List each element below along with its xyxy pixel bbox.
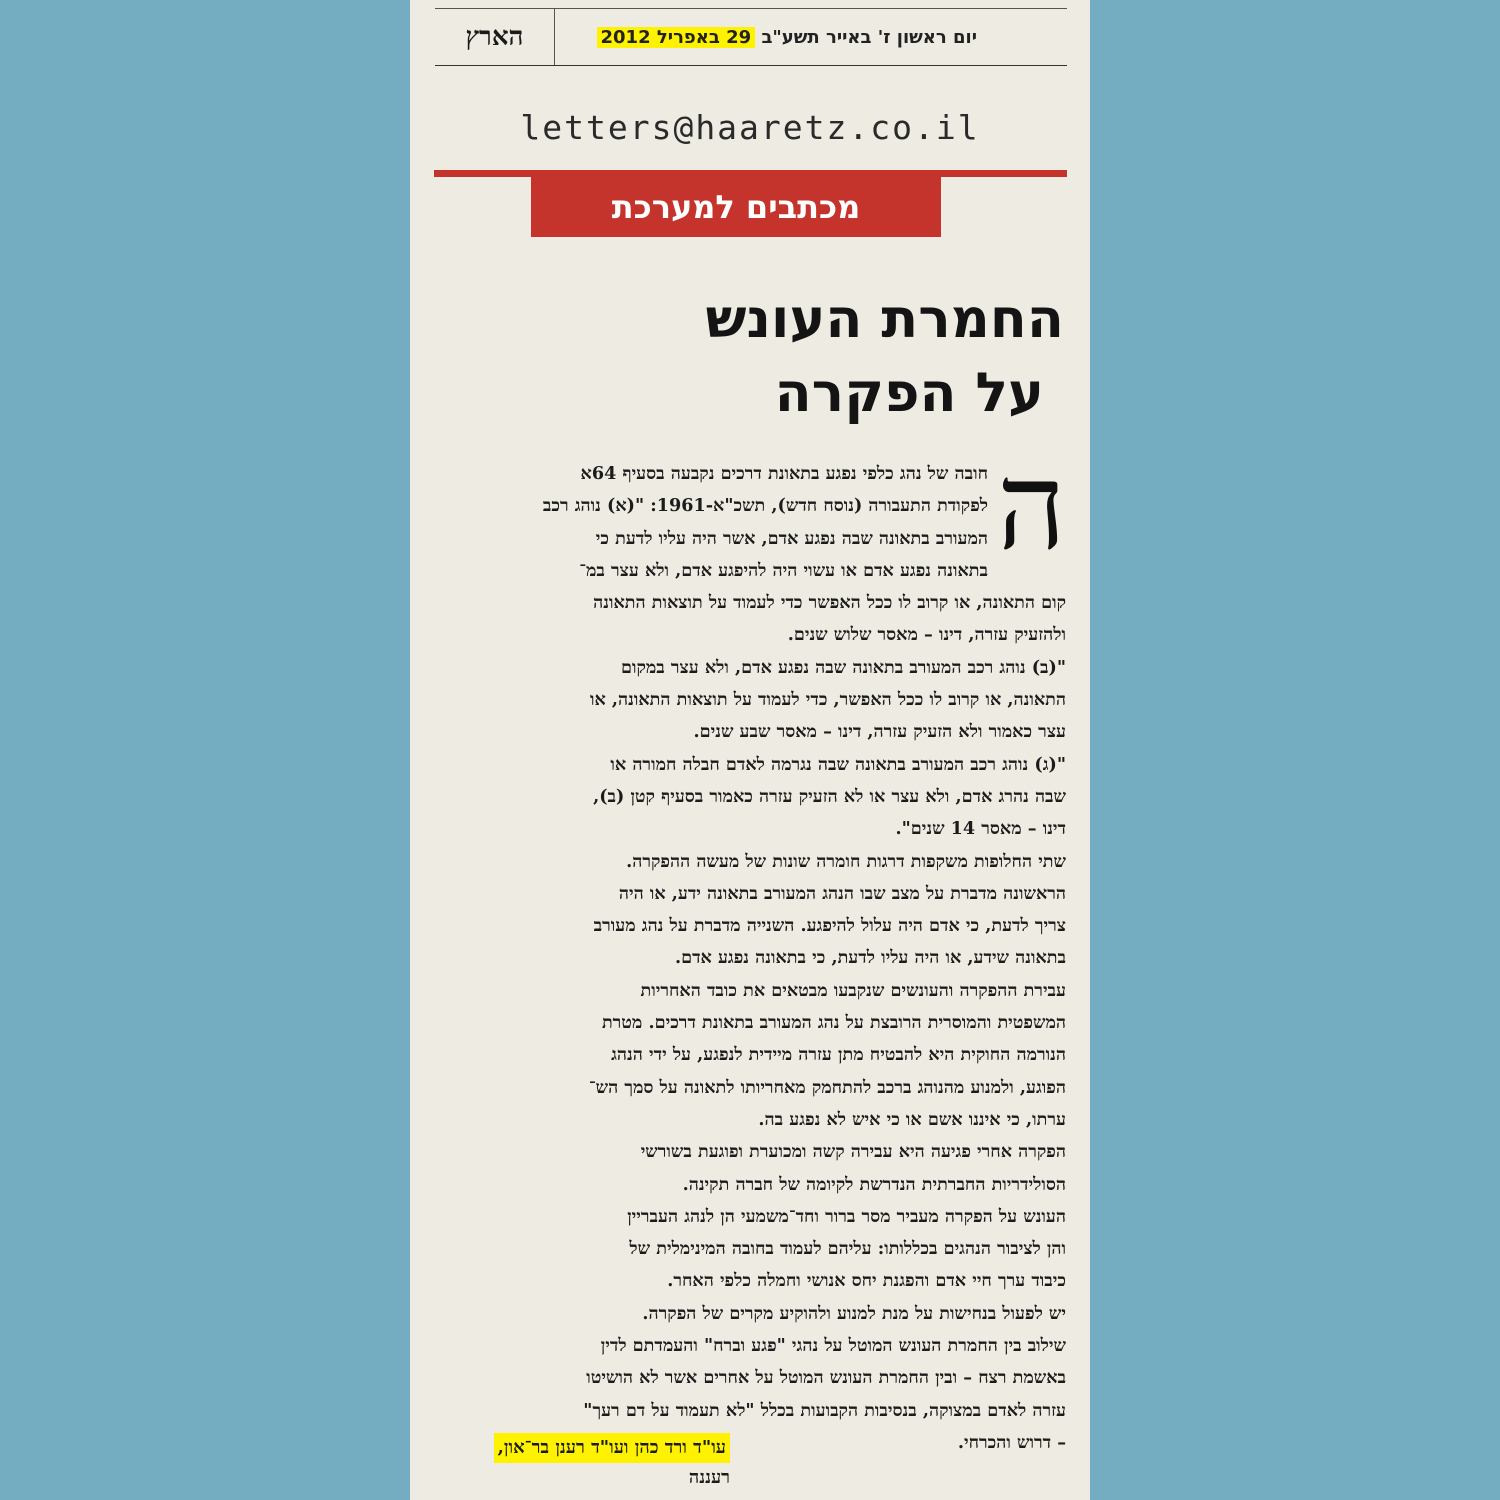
letters-email: letters@haaretz.co.il bbox=[520, 108, 980, 147]
body-line: העונש על הפקרה מעביר מסר ברור וחד־משמעי הן לנהג העבריין bbox=[627, 1205, 1066, 1227]
body-line: הסולידריות החברתית הנדרשת לקיומה של חברה תקינה. bbox=[682, 1173, 1066, 1195]
body-line: עצר כאמור ולא הזעיק עזרה, דינו – מאסר שבע שנים. bbox=[693, 721, 1066, 743]
body-line: "(ב) נוהג רכב המעורב בתאונה שבה נפגע אדם, ולא עצר במקום bbox=[620, 656, 1066, 678]
body-line: קום התאונה, או קרוב לו ככל האפשר כדי לעמוד על תוצאות התאונה bbox=[593, 592, 1066, 614]
body-line: כיבוד ערך חיי אדם והפגנת יחס אנושי וחמלה כלפי האחר. bbox=[667, 1270, 1066, 1292]
body-line: יש לפעול בנחישות על מנת למנוע ולהוקיע מקרים של הפקרה. bbox=[642, 1302, 1066, 1324]
signature-names-highlighted: עו"ד ורד כהן ועו"ד רענן בר־און, bbox=[494, 1433, 730, 1463]
body-line: ולהזעיק עזרה, דינו – מאסר שלוש שנים. bbox=[787, 624, 1066, 646]
body-line: עבירת ההפקרה והעונשים שנקבעו מבטאים את כובד האחריות bbox=[640, 979, 1066, 1001]
body-line: התאונה, או קרוב לו ככל האפשר, כדי לעמוד על תוצאות התאונה, או bbox=[589, 689, 1066, 711]
newspaper-clipping bbox=[410, 0, 1090, 1500]
body-line: שילוב בין החמרת העונש המוטל על נהגי "פגע וברח" והעמדתם לדין bbox=[600, 1335, 1066, 1357]
body-line: – דרוש והכרחי. bbox=[957, 1431, 1066, 1453]
body-line: לפקודת התעבורה (נוסח חדש), תשכ"א-1961: "(א) נוהג רכב bbox=[542, 495, 988, 517]
masthead bbox=[435, 8, 1067, 66]
article-body bbox=[432, 458, 1066, 1459]
body-line: המשפטית והמוסרית הרובצת על נהג המעורב בתאונת דרכים. מטרת bbox=[601, 1012, 1066, 1034]
dateline bbox=[597, 22, 978, 54]
body-line: שתי החלופות משקפות דרגות חומרה שונות של מעשה ההפקרה. bbox=[626, 850, 1066, 872]
body-line: הפקרה אחרי פגיעה היא עבירה קשה ומכוערת ופוגעת בשורשי bbox=[640, 1141, 1066, 1163]
body-line: חובה של נהג כלפי נפגע בתאונת דרכים נקבעה בסעיף 64א bbox=[580, 463, 988, 484]
signature-city: רעננה bbox=[688, 1467, 730, 1488]
body-line: צריך לדעת, כי אדם היה עלול להיפגע. השנייה מדברת על נהג מעורב bbox=[593, 915, 1066, 937]
body-line: והן לציבור הנהגים בכללותו: עליהם לעמוד בחובה המינימלית של bbox=[629, 1238, 1066, 1260]
body-line: "(ג) נוהג רכב המעורב בתאונה שבה נגרמה לאדם חבלה חמורה או bbox=[610, 753, 1066, 775]
signature bbox=[494, 1433, 730, 1493]
body-line: בתאונה נפגע אדם או עשוי היה להיפגע אדם, ולא עצר במ־ bbox=[579, 559, 988, 581]
body-line: עזרה לאדם במצוקה, בנסיבות הקבועות בכלל "לא תעמוד על דם רעך" bbox=[583, 1399, 1066, 1421]
body-line: שבה נהרג אדם, ולא עצר או לא הזעיק עזרה כאמור בסעיף קטן (ב), bbox=[593, 785, 1066, 807]
body-line: ערתו, כי איננו אשם או כי איש לא נפגע בה. bbox=[758, 1108, 1066, 1130]
body-line: בתאונה שידע, או היה עליו לדעת, כי בתאונה נפגע אדם. bbox=[674, 947, 1066, 969]
body-line: באשמת רצח – ובין החמרת העונש המוטל על אחרים אשר לא הושיטו bbox=[586, 1367, 1066, 1389]
body-line: המעורב בתאונה שבה נפגע אדם, אשר היה עליו לדעת כי bbox=[595, 527, 988, 549]
hebrew-date: יום ראשון ז' באייר תשע"ב bbox=[761, 27, 977, 48]
section-rule bbox=[434, 170, 1067, 177]
body-line: הנורמה החוקית היא להבטיח מתן עזרה מיידית לנפגע, על ידי הנהג bbox=[611, 1044, 1066, 1066]
drop-cap: ה bbox=[996, 438, 1066, 577]
article-headline bbox=[504, 282, 1064, 430]
body-line: הראשונה מדברת על מצב שבו הנהג המעורב בתאונה ידע, או היה bbox=[618, 882, 1066, 904]
body-line: הפוגע, ולמנוע מהנוהג ברכב להתחמק מאחריותו לתאונה על סמך הש־ bbox=[588, 1076, 1066, 1098]
headline-line-1: החמרת העונש bbox=[705, 287, 1064, 350]
headline-line-2: על הפקרה bbox=[774, 361, 1044, 424]
body-line: דינו – מאסר 14 שנים". bbox=[895, 818, 1066, 840]
newspaper-logo: הארץ bbox=[435, 9, 555, 65]
gregorian-date-highlighted: 29 באפריל 2012 bbox=[597, 27, 756, 48]
section-title: מכתבים למערכת bbox=[531, 177, 941, 237]
